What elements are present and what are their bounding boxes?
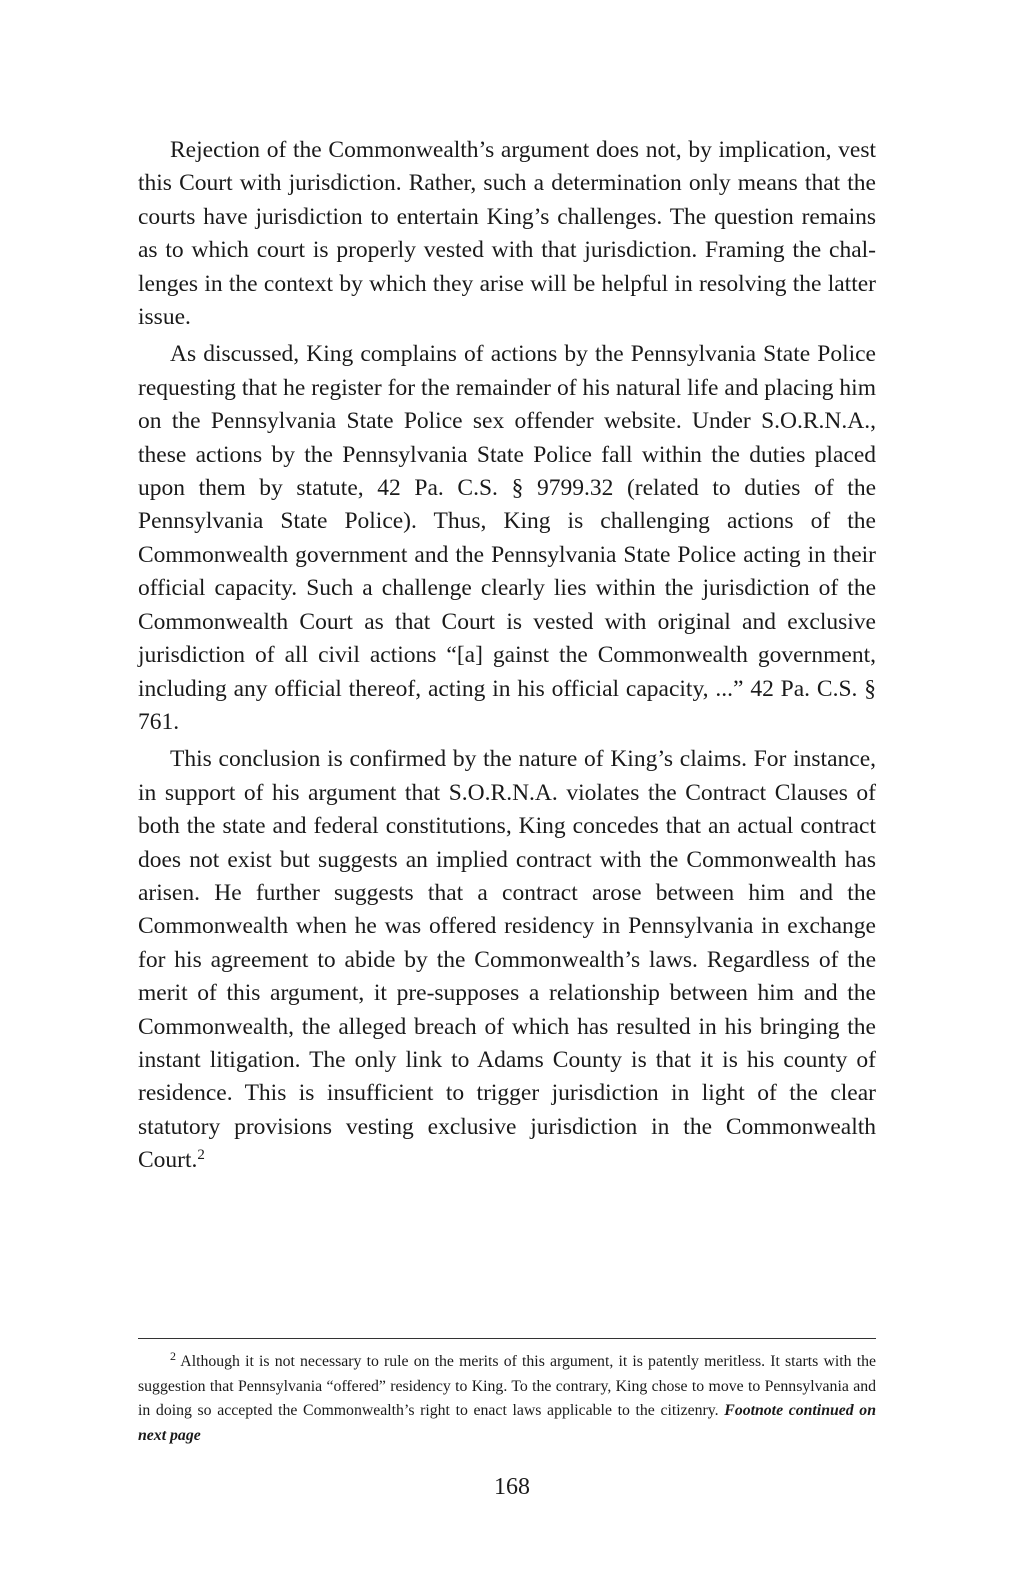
paragraph-1-text: Rejection of the Commonwealth’s argument does not, by implication, vest this Court with jurisdiction. Rather, such a determination only means that the courts have jurisdiction to entertain King’s challenges. The question remains as to which court is properly vested with that jurisdiction. Framing the challenges in the context by which they arise will be helpful in resolving the latter issue. (138, 137, 876, 331)
footnote (138, 1350, 876, 1448)
footnote-reference[interactable]: 2 (197, 1147, 205, 1164)
footnote-continued-note: Footnote continued on next page (138, 1402, 876, 1444)
page-number: 168 (494, 1474, 530, 1500)
paragraph-3-text: This conclusion is confirmed by the nature of King’s claims. For instance, in support of his argument that S.O.R.N.A. violates the Contract Clauses of both the state and federal constitutions, King concedes that an actual contract does not exist but suggests an implied contract with the Commonwealth has arisen. He further suggests that a contract arose between him and the Commonwealth when he was offered residency in Pennsylvania in exchange for his agreement to abide by the Commonwealth’s laws. Regardless of the merit of this argument, it pre-supposes a relationship between him and the Commonwealth, the alleged breach of which has resulted in his bringing the instant litigation. The only link to Adams County is that it is his county of residence. This is insufficient to trigger jurisdiction in light of the clear statutory provisions vesting exclusive jurisdiction in the Commonwealth Court. (138, 746, 876, 1174)
paragraph-1 (138, 134, 876, 334)
main-text (138, 134, 876, 1178)
footnote-text: Although it is not necessary to rule on the merits of this argument, it is patently meritless. It starts with the suggestion that Pennsylvania “offered” residency to King. To the contrary, King chose to move to Pennsylvania and in doing so accepted the Commonwealth’s right to enact laws applicable to the citizenry. (138, 1353, 876, 1419)
footnote-divider (138, 1338, 876, 1339)
paragraph-2 (138, 338, 876, 739)
paragraph-2-text: As discussed, King complains of actions by the Pennsylvania State Police requesting that he register for the remainder of his natural life and placing him on the Pennsylvania State Police sex offender website. Under S.O.R.N.A., these actions by the Pennsylvania State Police fall within the duties placed upon them by statute, 42 Pa. C.S. § 9799.32 (related to duties of the Pennsylvania State Police). Thus, King is challenging actions of the Commonwealth government and the Pennsylvania State Police acting in their official capacity. Such a challenge clearly lies within the jurisdiction of the Commonwealth Court as that Court is vested with original and exclusive jurisdiction of all civil actions “[a] gainst the Commonwealth government, including any official thereof, acting in his official capacity, ...” 42 Pa. C.S. § 761. (138, 341, 876, 735)
paragraph-3 (138, 743, 876, 1177)
footnote-marker: 2 (170, 1349, 176, 1363)
